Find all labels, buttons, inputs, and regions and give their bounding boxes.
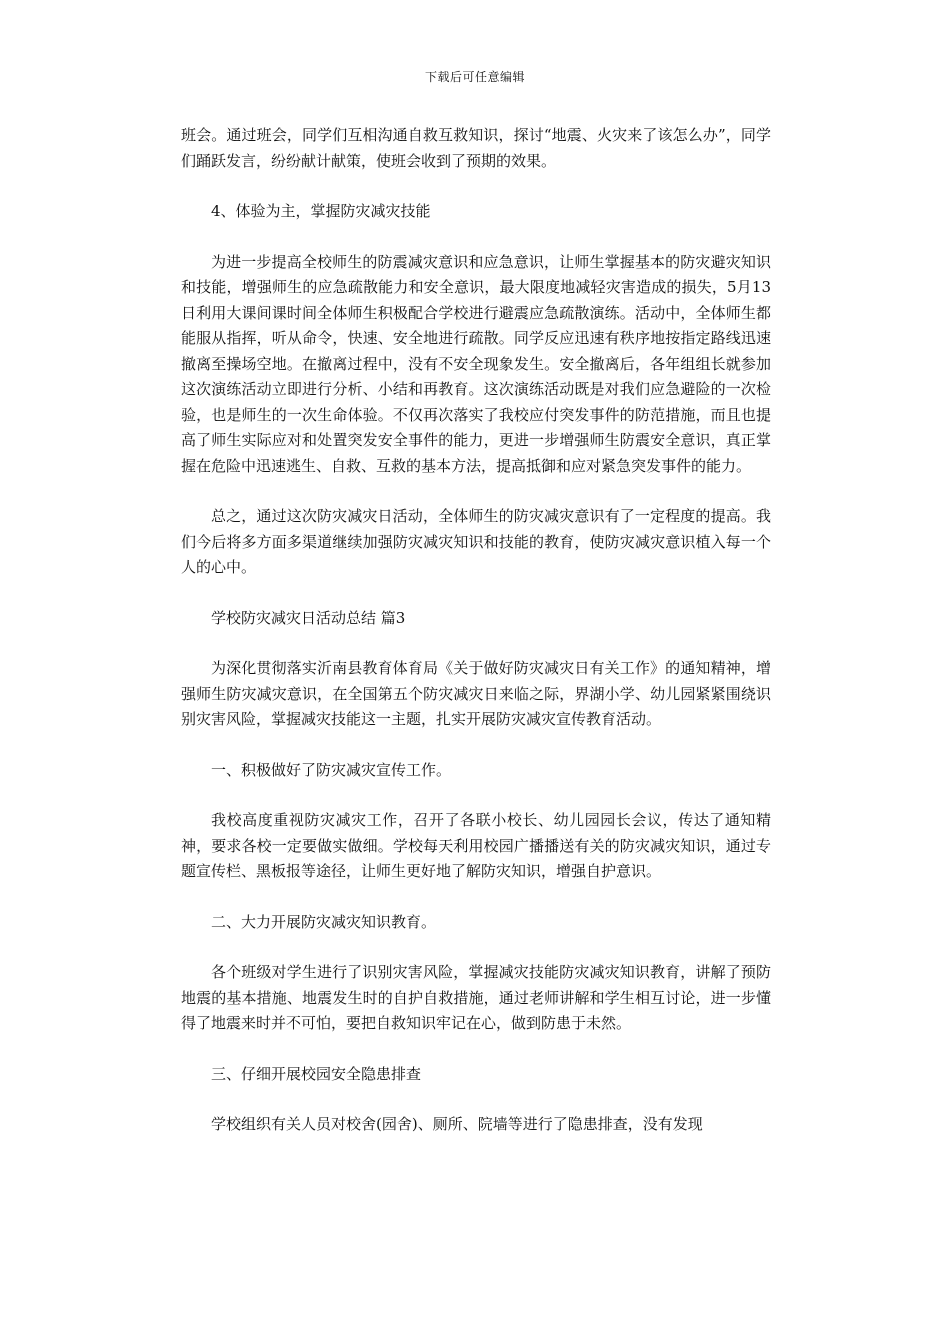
paragraph-intro-part-3: 为深化贯彻落实沂南县教育体育局《关于做好防灾减灾日有关工作》的通知精神，增强师生防灾减灾意识，在全国第五个防灾减灾日来临之际，界湖小学、幼儿园紧紧围绕识别灾害风险，掌握减灾技能这一主题，扎实开展防灾减灾宣传教育活动。: [181, 659, 771, 728]
heading-publicity-work: 一、积极做好了防灾减灾宣传工作。: [211, 760, 452, 779]
heading-knowledge-education: 二、大力开展防灾减灾知识教育。: [211, 912, 437, 931]
paragraph-knowledge-education: 各个班级对学生进行了识别灾害风险，掌握减灾技能防灾减灾知识教育，讲解了预防地震的基本措施、地震发生时的自护自救措施，通过老师讲解和学生相互讨论，进一步懂得了地震来时并不可怕，要把自救知识牢记在心，做到防患于未然。: [181, 963, 771, 1032]
page-header: 下载后可任意编辑: [424, 70, 525, 84]
document-body: [181, 123, 771, 1163]
heading-safety-inspection: 三、仔细开展校园安全隐患排查: [211, 1064, 422, 1083]
section-title-part-3: 学校防灾减灾日活动总结 篇3: [211, 608, 406, 627]
paragraph-safety-inspection: 学校组织有关人员对校舍(园舍)、厕所、院墙等进行了隐患排查，没有发现: [211, 1115, 703, 1133]
paragraph-publicity-work: 我校高度重视防灾减灾工作，召开了各联小校长、幼儿园园长会议，传达了通知精神，要求各校一定要做实做细。学校每天利用校园广播播送有关的防灾减灾知识，通过专题宣传栏、黑板报等途径，让师生更好地了解防灾知识，增强自护意识。: [181, 811, 771, 880]
paragraph-summary: 总之，通过这次防灾减灾日活动，全体师生的防灾减灾意识有了一定程度的提高。我们今后将多方面多渠道继续加强防灾减灾知识和技能的教育，使防灾减灾意识植入每一个人的心中。: [181, 507, 771, 576]
heading-experience-skills: 4、体验为主，掌握防灾减灾技能: [211, 202, 431, 220]
paragraph-class-meeting: 班会。通过班会，同学们互相沟通自救互救知识，探讨“地震、火灾来了该怎么办”，同学们踊跃发言，纷纷献计献策，使班会收到了预期的效果。: [181, 126, 771, 170]
paragraph-evacuation-drill: 为进一步提高全校师生的防震减灾意识和应急意识，让师生掌握基本的防灾避灾知识和技能，增强师生的应急疏散能力和安全意识，最大限度地减轻灾害造成的损失，5月13日利用大课间课时间全体师生积极配合学校进行避震应急疏散演练。活动中，全体师生都能服从指挥，听从命令，快速、安全地进行疏散。同学反应迅速有秩序地按指定路线迅速撤离至操场空地。在撤离过程中，没有不安全现象发生。安全撤离后，各年组组长就参加这次演练活动立即进行分析、小结和再教育。这次演练活动既是对我们应急避险的一次检验，也是师生的一次生命体验。不仅再次落实了我校应付突发事件的防范措施，而且也提高了师生实际应对和处置突发安全事件的能力，更进一步增强师生防震安全意识，真正掌握在危险中迅速逃生、自救、互救的基本方法，提高抵御和应对紧急突发事件的能力。: [181, 252, 771, 475]
